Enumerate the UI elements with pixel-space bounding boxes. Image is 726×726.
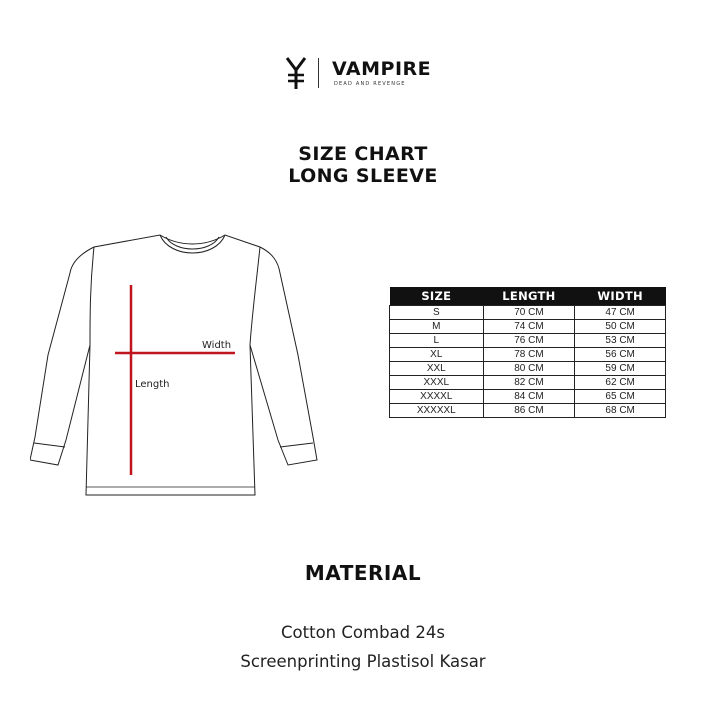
table-row bbox=[390, 306, 666, 320]
cell-length: 86 CM bbox=[483, 404, 575, 418]
brand-name: VAMPIRE bbox=[332, 58, 432, 80]
cell-length: 82 CM bbox=[483, 376, 575, 390]
cell-width: 47 CM bbox=[575, 306, 666, 320]
cell-size: XXXXXL bbox=[390, 404, 484, 418]
table-row bbox=[390, 376, 666, 390]
shirt-outline bbox=[30, 235, 317, 495]
cell-size: XL bbox=[390, 348, 484, 362]
cell-width: 50 CM bbox=[575, 320, 666, 334]
brand-header bbox=[0, 56, 726, 92]
table-row bbox=[390, 320, 666, 334]
table-row bbox=[390, 390, 666, 404]
size-table bbox=[389, 287, 666, 418]
cell-size: XXL bbox=[390, 362, 484, 376]
header-length: LENGTH bbox=[483, 287, 575, 306]
cell-width: 59 CM bbox=[575, 362, 666, 376]
material-line: Cotton Combad 24s bbox=[281, 623, 445, 642]
page-title bbox=[0, 143, 726, 187]
cell-length: 80 CM bbox=[483, 362, 575, 376]
table-row bbox=[390, 404, 666, 418]
cell-length: 78 CM bbox=[483, 348, 575, 362]
cuff-left bbox=[34, 443, 65, 447]
cell-width: 62 CM bbox=[575, 376, 666, 390]
cell-length: 74 CM bbox=[483, 320, 575, 334]
cell-width: 65 CM bbox=[575, 390, 666, 404]
table-row bbox=[390, 362, 666, 376]
brand-tagline: DEAD AND REVENGE bbox=[334, 81, 406, 87]
cell-length: 70 CM bbox=[483, 306, 575, 320]
cell-size: L bbox=[390, 334, 484, 348]
cell-size: M bbox=[390, 320, 484, 334]
long-sleeve-shirt-diagram bbox=[30, 225, 330, 510]
title-line-2: LONG SLEEVE bbox=[288, 165, 438, 187]
cell-length: 76 CM bbox=[483, 334, 575, 348]
size-table-header-row bbox=[390, 287, 666, 306]
sleeve-seam-left bbox=[90, 247, 94, 345]
cell-size: XXXL bbox=[390, 376, 484, 390]
material-list bbox=[0, 618, 726, 676]
vampire-logo-icon bbox=[284, 56, 308, 90]
cell-size: XXXXL bbox=[390, 390, 484, 404]
cell-width: 68 CM bbox=[575, 404, 666, 418]
header-width: WIDTH bbox=[575, 287, 666, 306]
cell-length: 84 CM bbox=[483, 390, 575, 404]
sleeve-seam-right bbox=[250, 247, 260, 345]
brand-divider bbox=[318, 58, 319, 88]
width-label: Width bbox=[202, 340, 232, 351]
material-line: Screenprinting Plastisol Kasar bbox=[240, 652, 486, 671]
cell-width: 56 CM bbox=[575, 348, 666, 362]
header-size: SIZE bbox=[390, 287, 484, 306]
cell-size: S bbox=[390, 306, 484, 320]
cell-width: 53 CM bbox=[575, 334, 666, 348]
table-row bbox=[390, 334, 666, 348]
material-heading: MATERIAL bbox=[304, 561, 422, 585]
shirt-collar-inner bbox=[166, 237, 219, 249]
table-row bbox=[390, 348, 666, 362]
length-label: Length bbox=[135, 379, 170, 390]
cuff-right bbox=[280, 443, 313, 447]
title-line-1: SIZE CHART bbox=[298, 143, 428, 165]
